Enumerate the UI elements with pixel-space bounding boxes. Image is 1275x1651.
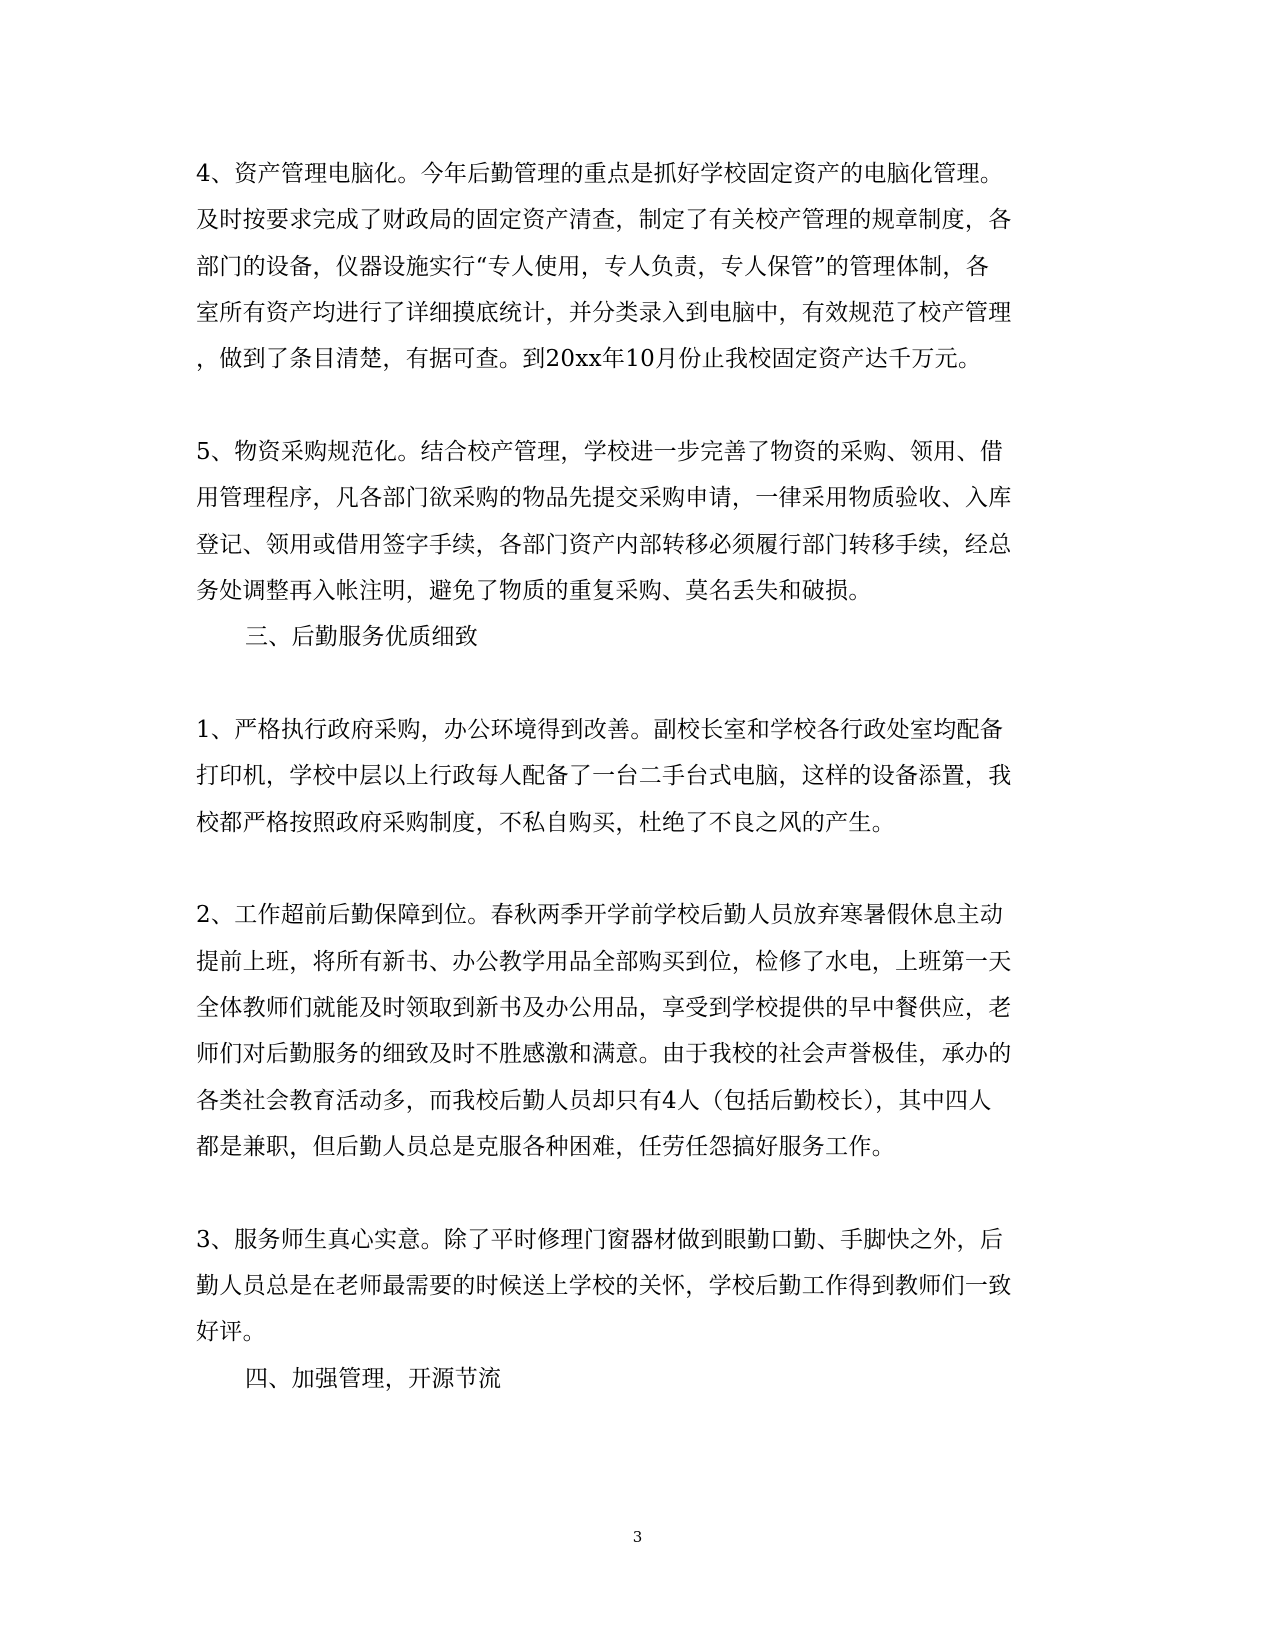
paragraph-3-3-line-2: 勤人员总是在老师最需要的时候送上学校的关怀，学校后勤工作得到教师们一致 [196,1273,1012,1299]
paragraph-5-line-1: 5、物资采购规范化。结合校产管理，学校进一步完善了物资的采购、领用、借 [196,439,1004,465]
paragraph-4-line-1: 4、资产管理电脑化。今年后勤管理的重点是抓好学校固定资产的电脑化管理。 [196,161,1004,187]
paragraph-3-2-line-2: 提前上班，将所有新书、办公教学用品全部购买到位，检修了水电，上班第一天 [196,949,1012,975]
paragraph-3-3-line-3: 好评。 [196,1319,266,1345]
section-heading-4: 四、加强管理，开源节流 [245,1366,502,1392]
paragraph-5-line-3: 登记、领用或借用签字手续，各部门资产内部转移必须履行部门转移手续，经总 [196,532,1012,558]
paragraph-3-3-line-1: 3、服务师生真心实意。除了平时修理门窗器材做到眼勤口勤、手脚快之外，后 [196,1227,1004,1253]
paragraph-3-1-line-3: 校都严格按照政府采购制度，不私自购买，杜绝了不良之风的产生。 [196,810,895,836]
paragraph-4-line-4: 室所有资产均进行了详细摸底统计，并分类录入到电脑中，有效规范了校产管理 [196,300,1012,326]
paragraph-4-line-2: 及时按要求完成了财政局的固定资产清查，制定了有关校产管理的规章制度，各 [196,207,1012,233]
paragraph-3-2-line-3: 全体教师们就能及时领取到新书及办公用品，享受到学校提供的早中餐供应，老 [196,995,1012,1021]
paragraph-3-2-line-5: 各类社会教育活动多，而我校后勤人员却只有4人（包括后勤校长），其中四人 [196,1088,992,1114]
paragraph-3-2-line-6: 都是兼职，但后勤人员总是克服各种困难，任劳任怨搞好服务工作。 [196,1134,895,1160]
section-heading-3: 三、后勤服务优质细致 [245,624,478,650]
paragraph-3-1-line-1: 1、严格执行政府采购，办公环境得到改善。副校长室和学校各行政处室均配备 [196,717,1004,743]
paragraph-3-2-line-1: 2、工作超前后勤保障到位。春秋两季开学前学校后勤人员放弃寒暑假休息主动 [196,902,1004,928]
paragraph-3-1-line-2: 打印机，学校中层以上行政每人配备了一台二手台式电脑，这样的设备添置，我 [196,763,1012,789]
paragraph-5-line-4: 务处调整再入帐注明，避免了物质的重复采购、莫名丢失和破损。 [196,578,872,604]
page-number: 3 [632,1528,643,1546]
paragraph-4-line-3: 部门的设备，仪器设施实行“专人使用，专人负责，专人保管”的管理体制，各 [196,254,990,280]
paragraph-4-line-5: ，做到了条目清楚，有据可查。到20xx年10月份止我校固定资产达千万元。 [196,346,982,372]
paragraph-5-line-2: 用管理程序，凡各部门欲采购的物品先提交采购申请，一律采用物质验收、入库 [196,485,1012,511]
paragraph-3-2-line-4: 师们对后勤服务的细致及时不胜感激和满意。由于我校的社会声誉极佳，承办的 [196,1041,1012,1067]
